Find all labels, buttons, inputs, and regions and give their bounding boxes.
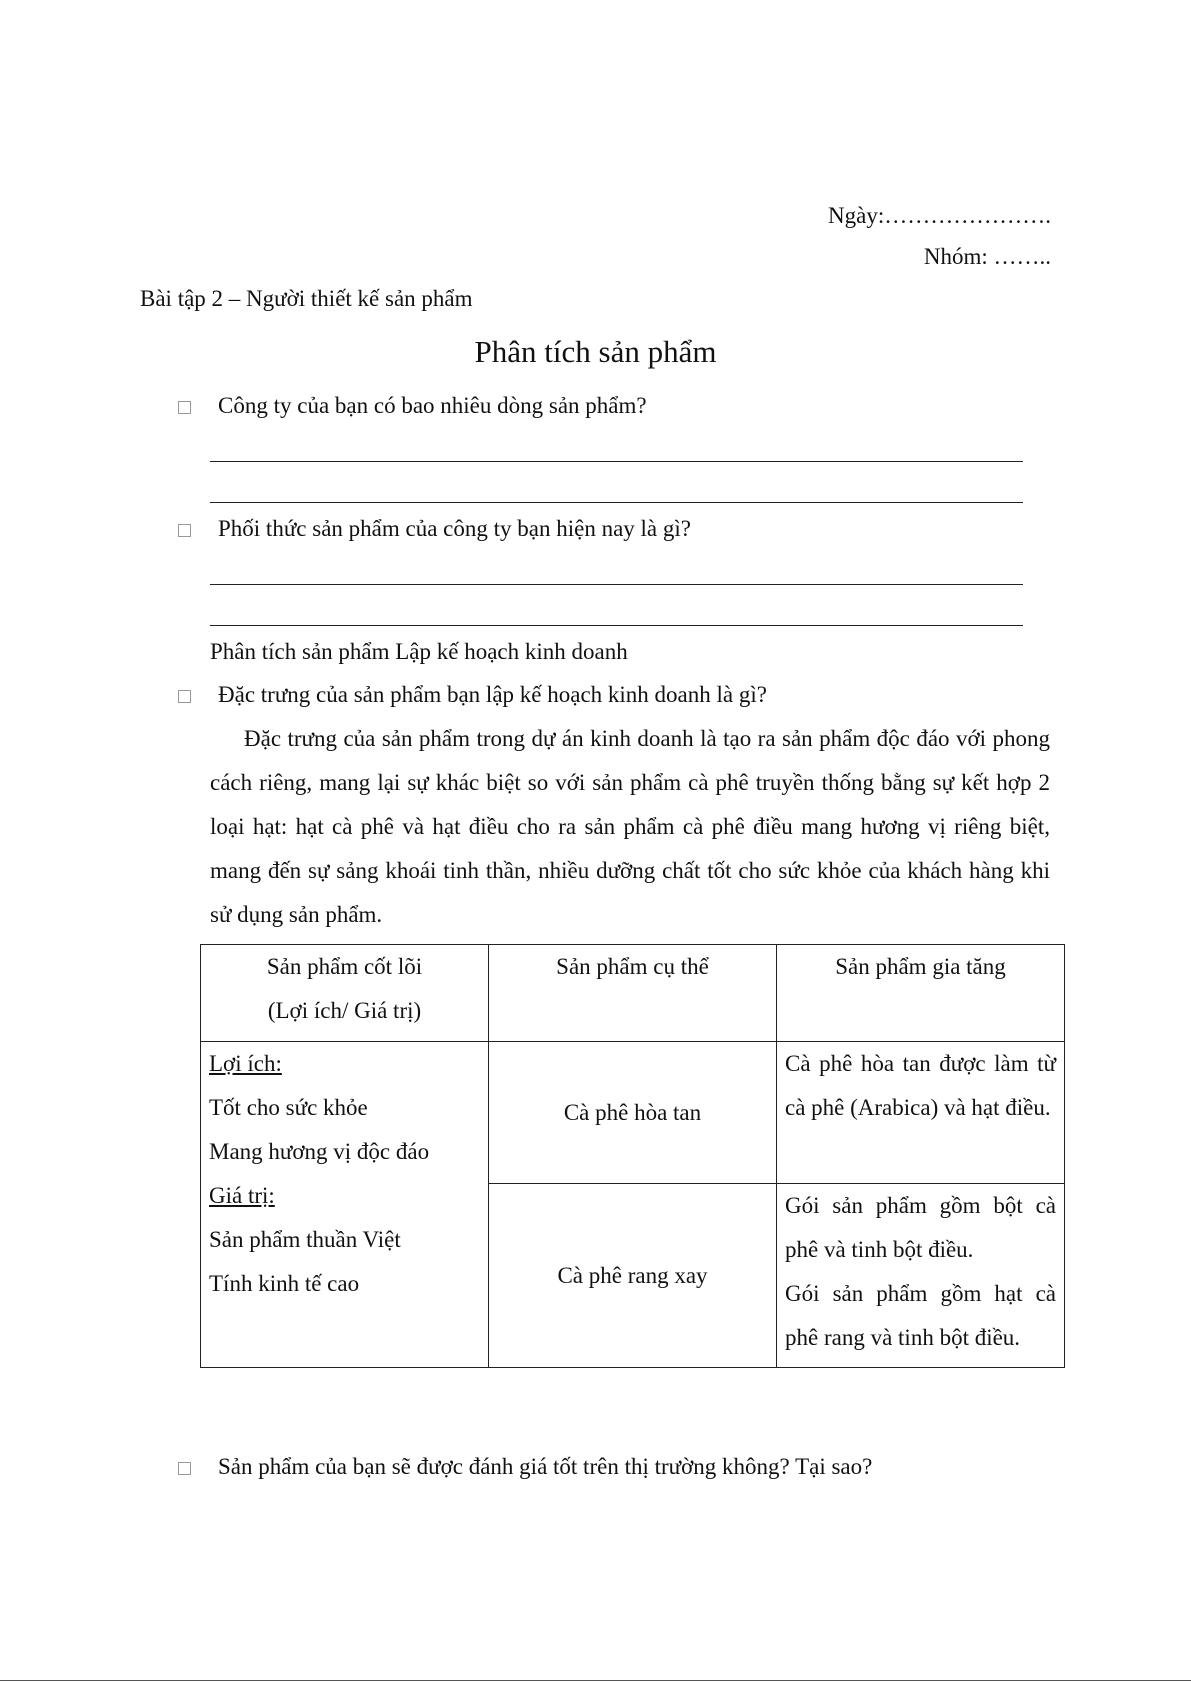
question-4: Sản phẩm của bạn sẽ được đánh giá tốt trên thị trường không? Tại sao? [218, 1454, 873, 1479]
benefit-item: Tốt cho sức khỏe [209, 1095, 368, 1120]
answer-paragraph [210, 717, 1050, 937]
answer-line-q1-2[interactable] [210, 502, 1023, 503]
question-3: Đặc trưng của sản phẩm bạn lập kế hoạch kinh doanh là gì? [218, 682, 767, 707]
checkbox-q3[interactable] [178, 690, 191, 703]
augmented-product-cell [777, 1042, 1065, 1184]
exercise-title: Bài tập 2 – Người thiết kế sản phẩm [140, 286, 473, 311]
benefit-item: Mang hương vị độc đáo [209, 1139, 430, 1164]
specific-product-cell: Cà phê hòa tan [489, 1042, 777, 1184]
augmented-item: Cà phê hòa tan được làm từ cà phê (Arabica) và hạt điều. [785, 1051, 1056, 1120]
augmented-item: Gói sản phẩm gồm hạt cà phê rang và tinh bột điều. [785, 1281, 1056, 1350]
augmented-product-cell [777, 1184, 1065, 1368]
answer-line-q1-1[interactable] [210, 461, 1023, 462]
section-label: Phân tích sản phẩm Lập kế hoạch kinh doanh [210, 639, 628, 664]
value-item: Tính kinh tế cao [209, 1271, 360, 1296]
core-product-cell [201, 1042, 489, 1368]
header-core-line2: (Lợi ích/ Giá trị) [267, 998, 422, 1023]
question-2: Phối thức sản phẩm của công ty bạn hiện nay là gì? [218, 516, 691, 541]
answer-text: Đặc trưng của sản phẩm trong dự án kinh doanh là tạo ra sản phẩm độc đáo với phong cách riêng, mang lại sự khác biệt so với sản phẩm cà phê truyền thống bằng sự kết hợp 2 loại hạt: hạt cà phê và hạt điều cho ra sản phẩm cà phê điều mang hương vị riêng biệt, mang đến sự sảng khoái tinh thần, nhiều dưỡng chất tốt cho sức khỏe của khách hàng khi sử dụng sản phẩm. [210, 726, 1050, 927]
checkbox-q2[interactable] [178, 524, 191, 537]
header-core-product [201, 945, 489, 1042]
header-specific-product: Sản phẩm cụ thể [489, 945, 777, 1042]
augmented-item: Gói sản phẩm gồm bột cà phê và tinh bột điều. [785, 1193, 1056, 1262]
page-bottom-edge [0, 1680, 1191, 1681]
checkbox-q1[interactable] [178, 401, 191, 414]
question-1: Công ty của bạn có bao nhiêu dòng sản phẩm? [218, 393, 647, 418]
table-row [201, 1042, 1065, 1184]
value-item: Sản phẩm thuần Việt [209, 1227, 401, 1252]
date-field: Ngày:…………………. [828, 203, 1051, 228]
header-augmented-product: Sản phẩm gia tăng [777, 945, 1065, 1042]
page-title: Phân tích sản phẩm [474, 334, 717, 369]
checkbox-q4[interactable] [178, 1462, 191, 1475]
header-core-line1: Sản phẩm cốt lõi [266, 954, 423, 979]
answer-line-q2-1[interactable] [210, 584, 1023, 585]
benefit-label: Lợi ích: [209, 1051, 282, 1076]
specific-product-cell: Cà phê rang xay [489, 1184, 777, 1368]
product-levels-table [200, 944, 1065, 1368]
answer-line-q2-2[interactable] [210, 625, 1023, 626]
group-field: Nhóm: …….. [923, 244, 1051, 269]
value-label: Giá trị: [209, 1183, 275, 1208]
table-header-row [201, 945, 1065, 1042]
